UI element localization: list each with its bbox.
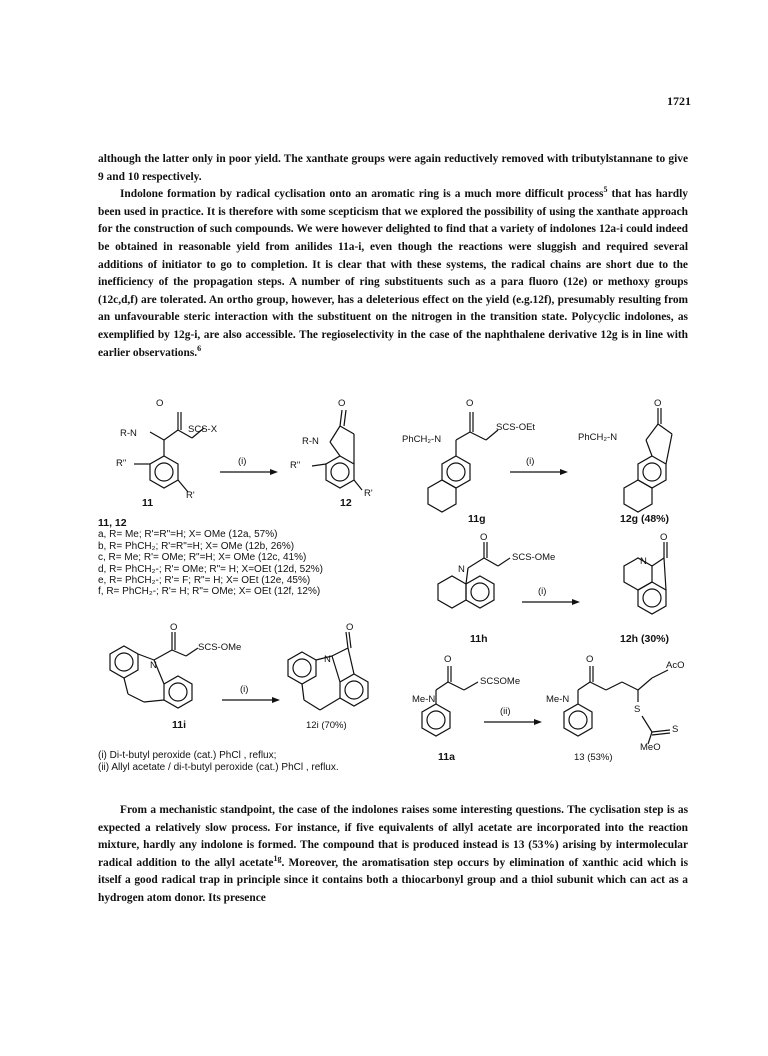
reaction-conditions [98, 750, 339, 773]
label-11g-n: PhCH₂-N [402, 434, 442, 445]
paragraph-2: Indolone formation by radical cyclisation onto an aromatic ring is a much more difficult process$^5$ that has hardly been used in practice. It is therefore with some scepticism that we explored the possibility of using the xanthate approach for the construction of such compounds. We were however delighted to find that a variety of indolones 12a-i could indeed be obtained in reasonable yield from anilides 11a-i, even though the reactions were sluggish and required several additions of initiator to go to completion. It is clear that with these systems, the radical chains are short due to the inefficiency of the propagation steps. A number of ring substituents such as a para fluoro (12e) or methoxy groups (12c,d,f) are tolerated. An ortho group, however, has a deleterious effect on the yield (e.g.12f), presumably resulting from an unfavourable steric interaction with the substituent on the nitrogen in the transition state. Polycyclic indolones, as exemplified by 12g-i, are also accessible. The regioselectivity in the case of the naphthalene derivative 12g is in line with earlier observations.$^6$ [98, 185, 688, 359]
label-11i-o: O [170, 622, 178, 633]
condition-i: (i) Di-t-butyl peroxide (cat.) PhCl , reflux; [98, 750, 277, 761]
label-11-scs: SCS-X [188, 424, 218, 435]
key-e: e, R= PhCH₂-; R'= F; R"= H; X= OEt (12e, 45%) [98, 575, 311, 587]
key-f: f, R= PhCH₂-; R'= H; R"= OMe; X= OEt (12f, 12%) [98, 586, 321, 598]
label-11h-o: O [480, 532, 488, 543]
structure-11h [438, 542, 510, 608]
label-12i-o: O [346, 622, 354, 633]
body-text-top [98, 151, 688, 362]
structure-12 [312, 410, 362, 490]
label-11a-n: Me-N [412, 694, 436, 705]
arrow-label-11a: (ii) [500, 706, 511, 717]
page-number: 1721 [667, 94, 691, 108]
label-12h: 12h (30%) [620, 633, 670, 645]
label-13-aco: AcO [666, 660, 685, 671]
structure-12h [624, 542, 667, 614]
label-12: 12 [340, 497, 352, 509]
label-11-r1: R' [186, 490, 195, 501]
label-13-s: S [634, 704, 641, 715]
arrow-label-11: (i) [238, 456, 247, 467]
key-b: b, R= PhCH₂; R'=R"=H; X= OMe (12b, 26%) [98, 540, 295, 552]
label-11h-scs: SCS-OMe [512, 552, 556, 563]
label-13-s2: S [672, 724, 679, 735]
label-11: 11 [142, 497, 154, 509]
label-11i-n: N [150, 660, 157, 671]
arrow-label-11i: (i) [240, 684, 249, 695]
label-12i: 12i (70%) [306, 720, 347, 731]
label-12h-o: O [660, 532, 668, 543]
structure-12g [624, 408, 672, 512]
label-12i-n: N [324, 654, 331, 665]
label-11g-o: O [466, 398, 474, 409]
key-c: c, R= Me; R'= OMe; R"=H; X= OMe (12c, 41%) [98, 552, 307, 564]
label-11-rn: R-N [120, 428, 137, 439]
label-13-o: O [586, 654, 594, 665]
label-12-rn: R-N [302, 436, 319, 447]
label-12-o: O [338, 398, 346, 409]
key-heading: 11, 12 [98, 517, 127, 529]
label-12g: 12g (48%) [620, 513, 670, 525]
label-12-r2: R" [290, 460, 301, 471]
body-text-bottom [98, 802, 688, 908]
label-11i-scs: SCS-OMe [198, 642, 242, 653]
label-11g-scs: SCS-OEt [496, 422, 536, 433]
substituent-key [98, 518, 323, 598]
label-12g-n: PhCH₂-N [578, 432, 618, 443]
arrow-label-11g: (i) [526, 456, 535, 467]
reference-6: 6 [197, 343, 202, 353]
structure-12i [288, 632, 368, 710]
label-12g-o: O [654, 398, 662, 409]
key-d: d, R= PhCH₂-; R'= OMe; R"= H; X=OEt (12d, 52%) [98, 563, 323, 575]
structure-13 [564, 666, 670, 744]
reference-1g: 1g [273, 853, 282, 863]
label-11h: 11h [470, 633, 488, 645]
label-11a: 11a [438, 751, 455, 763]
label-12h-n: N [640, 556, 647, 567]
paragraph-1: although the latter only in poor yield. The xanthate groups were again reductively removed with tributylstannane to give 9 and 10 respectively. [98, 153, 688, 183]
label-13-n: Me-N [546, 694, 570, 705]
structure-11g [428, 412, 498, 512]
reaction-scheme [92, 398, 702, 788]
key-a: a, R= Me; R'=R"=H; X= OMe (12a, 57%) [98, 529, 278, 541]
arrow-label-11h: (i) [538, 586, 547, 597]
condition-ii: (ii) Allyl acetate / di-t-butyl peroxide (cat.) PhCl , reflux. [98, 761, 339, 773]
label-13-meo: MeO [640, 742, 661, 753]
label-11a-o: O [444, 654, 452, 665]
label-11-o: O [156, 398, 164, 409]
label-12-r1: R' [364, 488, 373, 499]
reference-5: 5 [603, 185, 608, 195]
label-11a-scs: SCSOMe [480, 676, 521, 687]
label-13: 13 (53%) [574, 752, 613, 763]
label-11g: 11g [468, 513, 486, 525]
label-11h-n: N [458, 564, 465, 575]
paragraph-3: From a mechanistic standpoint, the case of the indolones raises some interesting questions. The cyclisation step is as expected a relatively slow process. For instance, if five equivalents of allyl acetate are incorporated into the reaction mixture, hardly any indolone is formed. The compound that is produced instead is 13 (53%) arising by intermolecular radical addition to the allyl acetate$^{1g}$. Moreover, the aromatisation step occurs by elimination of xanthic acid which is itself a good radical trap in principle since it contains both a thiocarbonyl group and a thiol subunit which can act as a hydrogen atom donor. Its presence [98, 804, 689, 904]
label-11-r2: R" [116, 458, 127, 469]
label-11i: 11i [172, 719, 187, 731]
